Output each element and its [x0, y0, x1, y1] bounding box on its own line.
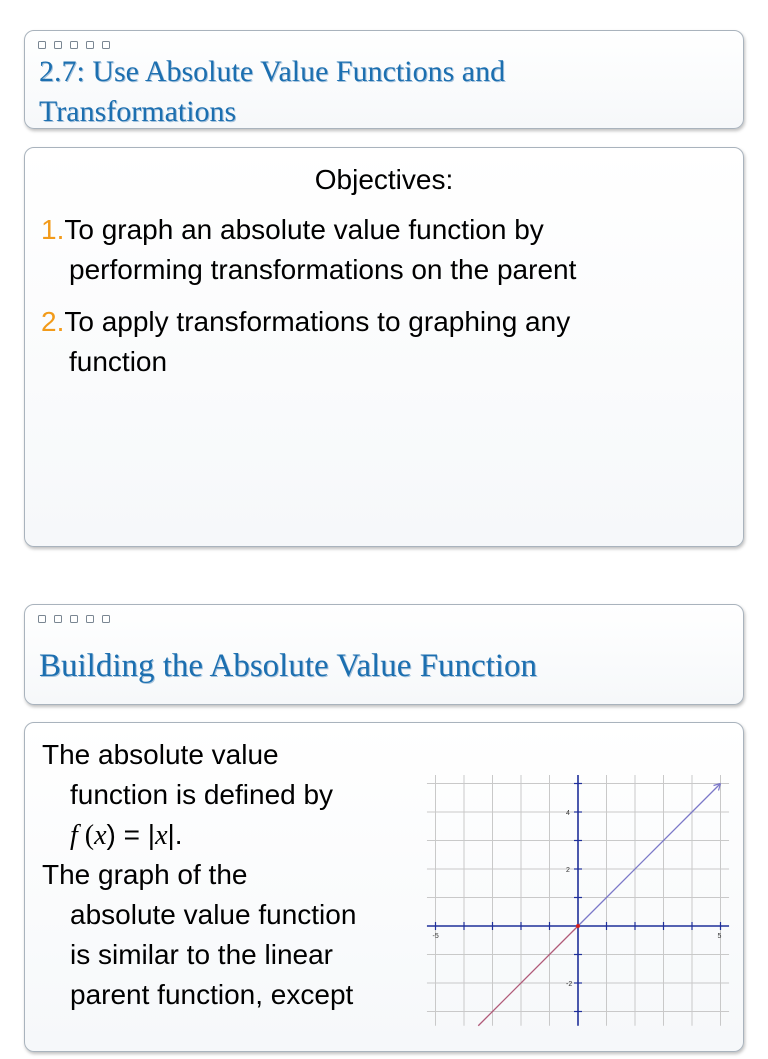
function-name: f: [70, 820, 78, 851]
objective-text: To apply transformations to graphing any: [64, 306, 571, 337]
slide-dot: [70, 615, 78, 623]
slide2-title-panel: [24, 604, 744, 705]
x-tick-label: -5: [432, 933, 439, 940]
slide-dot: [102, 615, 110, 623]
content-panel: [24, 722, 744, 1052]
y-tick-label: -2: [566, 981, 573, 988]
objective-text: To graph an absolute value function by: [64, 214, 544, 245]
y-tick-label: 4: [566, 810, 570, 817]
slide1-title-line2: Transformations: [39, 95, 237, 128]
objective-item-2: [41, 302, 729, 382]
slide1-title: [39, 52, 729, 132]
objectives-heading: Objectives:: [314, 164, 454, 195]
x-tick-label: 5: [717, 933, 722, 940]
slide-dot: [102, 41, 110, 49]
objective-text: performing transformations on the parent: [69, 254, 577, 285]
slide-dot: [86, 41, 94, 49]
slide-dot: [86, 615, 94, 623]
objective-item-1: [41, 210, 729, 290]
slide-dot: [54, 615, 62, 623]
variable-x: x: [155, 820, 168, 851]
slide1-title-panel: [24, 30, 744, 129]
y-tick-label: 2: [566, 867, 570, 874]
equals-abs: ) = |: [106, 819, 156, 850]
series-line-upper: [578, 784, 721, 927]
description-line: is similar to the linear: [70, 939, 333, 970]
origin-point: [576, 924, 580, 928]
objectives-panel: [24, 147, 744, 547]
paren-open: (: [77, 820, 95, 851]
linear-function-graph: [422, 759, 732, 1059]
slide-dot: [54, 41, 62, 49]
slide2-title: Building the Absolute Value Function: [39, 648, 538, 684]
definition-line: function is defined by: [70, 779, 334, 810]
description-line: parent function, except: [70, 979, 354, 1010]
objective-number: 2.: [41, 306, 65, 337]
slide-dot: [70, 41, 78, 49]
slide-dot: [38, 41, 46, 49]
slide-indicator: [38, 41, 110, 49]
objective-text: function: [69, 346, 168, 377]
function-definition: [42, 815, 422, 856]
slide-indicator: [38, 615, 110, 623]
description-line: absolute value function: [70, 899, 357, 930]
variable-x: x: [94, 820, 107, 851]
description-line: The graph of the: [42, 859, 248, 890]
definition-line: The absolute value: [42, 739, 279, 770]
series-line-lower: [478, 926, 578, 1026]
graph-description-paragraph: [42, 855, 422, 1015]
objective-number: 1.: [41, 214, 65, 245]
slide1-title-line1: 2.7: Use Absolute Value Functions and: [39, 55, 506, 88]
abs-close: |.: [167, 819, 183, 850]
definition-paragraph: [42, 735, 422, 856]
slide-dot: [38, 615, 46, 623]
